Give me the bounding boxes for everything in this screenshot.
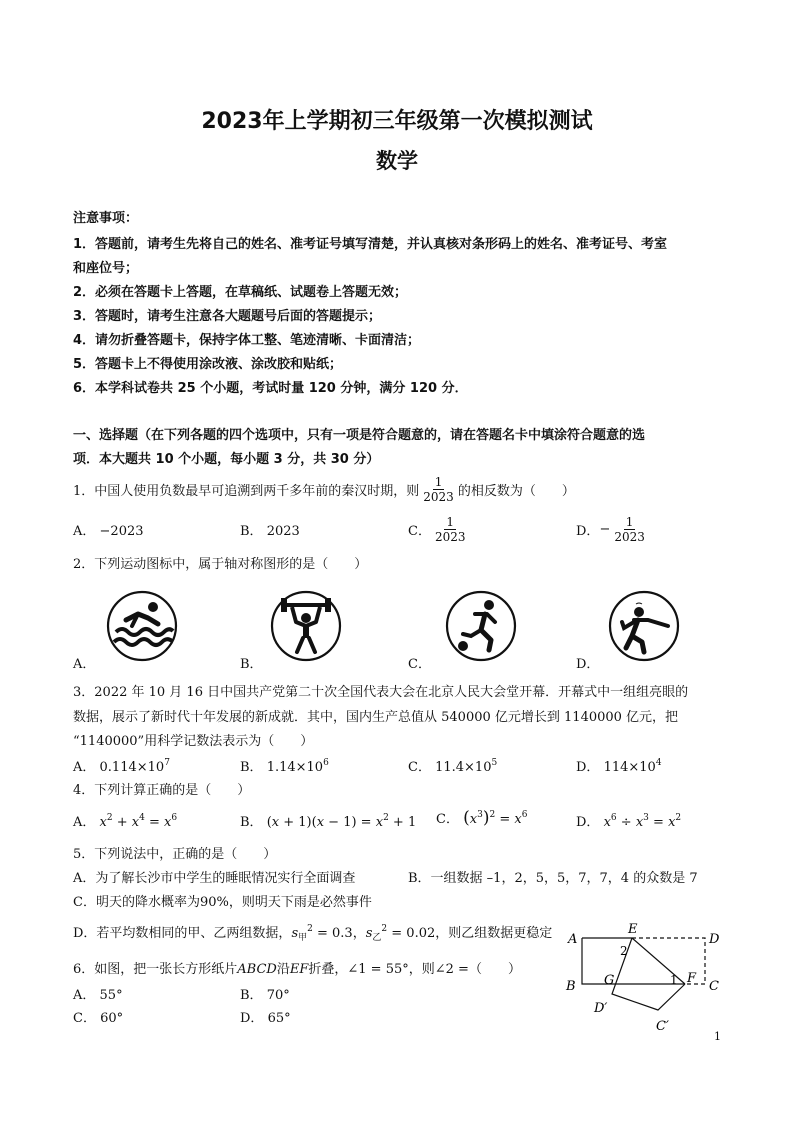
option-formula: $(x^3)^2 = x^6$ <box>463 808 528 828</box>
fencing-icon[interactable] <box>608 590 680 662</box>
q3-option-d[interactable] <box>576 756 662 775</box>
q1-option-b[interactable] <box>240 520 300 539</box>
label-d: D <box>709 932 720 947</box>
question-2-stem: 2．下列运动图标中，属于轴对称图形的是（ ） <box>73 557 368 572</box>
option-label: A． <box>73 760 96 775</box>
q6-rect: ABCD <box>237 962 277 977</box>
option-text: 1.14×10 <box>266 760 324 775</box>
option-text: 0.114×10 <box>99 760 165 775</box>
option-fraction <box>612 515 647 544</box>
label-a: A <box>568 932 578 947</box>
q6-option-a[interactable] <box>73 984 123 1003</box>
exam-title: 2023年上学期初三年级第一次模拟测试 <box>201 109 593 134</box>
q5-option-a[interactable]: A．为了解长沙市中学生的睡眠情况实行全面调查 <box>73 871 356 886</box>
option-text: 60° <box>100 1011 124 1026</box>
section-header-cont: 项．本大题共 10 个小题，每小题 3 分，共 30 分） <box>73 452 380 467</box>
q1-text-end: 的相反数为（ ） <box>457 483 575 499</box>
option-label: A． <box>73 988 96 1003</box>
label-angle-2: 2 <box>620 944 628 958</box>
exponent: 6 <box>323 758 329 768</box>
option-label: D． <box>240 1011 264 1026</box>
notice-item: 6．本学科试卷共 25 个小题，考试时量 120 分钟，满分 120 分． <box>73 381 468 396</box>
swimming-icon[interactable] <box>106 590 178 662</box>
q2-option-d-label[interactable]: D． <box>576 657 600 672</box>
weightlifting-icon[interactable] <box>270 590 342 662</box>
option-fraction <box>433 515 468 544</box>
option-label: C． <box>73 1011 96 1026</box>
label-f: F <box>687 971 697 986</box>
label-g: G <box>604 973 615 988</box>
q2-option-c-label[interactable]: C． <box>408 657 431 672</box>
q2-option-a-label[interactable]: A． <box>73 657 96 672</box>
fold-figure <box>560 918 730 1046</box>
option-text: 11.4×10 <box>435 760 492 775</box>
soccer-icon[interactable] <box>445 590 517 662</box>
option-label: A． <box>73 524 96 539</box>
option-formula: $x^2 + x^4 = x^6$ <box>99 813 178 830</box>
q4-option-c[interactable] <box>436 808 527 828</box>
question-6-stem <box>73 958 521 977</box>
q3-option-c[interactable] <box>408 756 497 775</box>
q6-angle: ∠1 = 55° <box>347 962 409 977</box>
option-text: 2023 <box>266 524 300 539</box>
q1-option-d[interactable] <box>576 511 649 547</box>
value: = 0.02 <box>391 926 436 941</box>
page-number: 1 <box>714 1030 721 1043</box>
option-text: D．若平均数相同的甲、乙两组数据， <box>73 926 292 941</box>
label-e: E <box>628 922 638 937</box>
q6-text: 沿 <box>276 962 290 977</box>
question-5-stem: 5．下列说法中，正确的是（ ） <box>73 847 277 862</box>
label-angle-1: 1 <box>670 973 678 987</box>
q6-text: 6．如图，把一张长方形纸片 <box>73 962 238 977</box>
label-d-prime: D′ <box>594 1001 608 1016</box>
q2-option-b-label[interactable]: B． <box>240 657 263 672</box>
subscript: 乙 <box>372 933 382 943</box>
notice-item: 4．请勿折叠答题卡，保持字体工整、笔迹清晰、卡面清洁； <box>73 333 421 348</box>
frac-den: 2023 <box>434 529 466 544</box>
q4-option-d[interactable] <box>576 811 681 830</box>
option-text: 70° <box>266 988 290 1003</box>
option-text: 114×10 <box>603 760 656 775</box>
option-formula: $x^6 \div x^3 = x^2$ <box>603 813 682 830</box>
value: = 0.3 <box>317 926 353 941</box>
notice-item: 2．必须在答题卡上答题，在草稿纸、试题卷上答题无效； <box>73 285 408 300</box>
subscript: 甲 <box>298 933 308 943</box>
question-4-stem: 4．下列计算正确的是（ ） <box>73 783 251 798</box>
question-1-stem <box>73 472 575 506</box>
option-label: B． <box>240 988 263 1003</box>
frac-den: 2023 <box>614 529 645 544</box>
exam-subject: 数学 <box>376 149 418 173</box>
option-text: ，则乙组数据更稳定 <box>435 926 553 941</box>
q4-option-b[interactable] <box>240 811 416 830</box>
frac-num: 1 <box>625 514 634 529</box>
exponent: 7 <box>164 758 170 768</box>
notice-item: 3．答题时，请考生注意各大题题号后面的答题提示； <box>73 309 382 324</box>
q6-option-b[interactable] <box>240 984 290 1003</box>
q6-option-d[interactable] <box>240 1007 291 1026</box>
option-label: B． <box>240 524 263 539</box>
option-label: C． <box>436 812 459 827</box>
option-label: C． <box>408 760 431 775</box>
exponent: 5 <box>491 758 498 768</box>
option-label: A． <box>73 815 96 830</box>
q5-option-c[interactable]: C．明天的降水概率为90%，则明天下雨是必然事件 <box>73 895 372 910</box>
section-header: 一、选择题（在下列各题的四个选项中，只有一项是符合题意的，请在答题名卡中填涂符合题意的选 <box>73 428 646 443</box>
label-b: B <box>566 979 576 994</box>
option-text: −2023 <box>99 524 144 539</box>
q6-text: 折叠， <box>308 962 348 977</box>
notice-heading: 注意事项： <box>73 211 139 226</box>
option-label: D． <box>576 523 600 539</box>
question-3-stem-cont: 数据，展示了新时代十年发展的新成就．其中，国内生产总值从 540000 亿元增长到 1140000 亿元，把 <box>73 710 679 725</box>
q5-option-d[interactable]: D．若平均数相同的甲、乙两组数据，$s_甲^2 = 0.3$，$s_乙^2 = 0.02$，则乙组数据更稳定 <box>73 924 553 943</box>
exponent: 4 <box>655 758 662 768</box>
question-3-stem: 3．2022 年 10 月 16 日中国共产党第二十次全国代表大会在北京人民大会堂开幕．开幕式中一组组亮眼的 <box>73 685 689 700</box>
q6-option-c[interactable] <box>73 1007 123 1026</box>
question-3-stem-cont: “1140000”用科学记数法表示为（ ） <box>73 734 314 749</box>
q6-fold: EF <box>289 962 309 977</box>
label-c-prime: C′ <box>656 1019 669 1034</box>
frac-num: 1 <box>446 514 455 529</box>
q5-option-b[interactable]: B．一组数据 –1，2，5，5，7，7，4 的众数是 7 <box>408 871 698 886</box>
option-formula: $(x + 1)(x - 1) = x^2 + 1$ <box>266 813 417 830</box>
q3-option-a[interactable] <box>73 756 170 775</box>
q4-option-a[interactable] <box>73 811 177 830</box>
option-text: 55° <box>99 988 123 1003</box>
q1-frac-den: 2023 <box>423 489 454 504</box>
option-label: B． <box>240 815 263 830</box>
q1-fraction <box>421 475 456 504</box>
notice-item: 1．答题前，请考生先将自己的姓名、准考证号填写清楚，并认真核对条形码上的姓名、准考证号、考室 <box>73 237 668 252</box>
q6-text: ，则∠2 =（ ） <box>408 962 521 977</box>
notice-item: 和座位号； <box>73 261 139 276</box>
q3-option-b[interactable] <box>240 756 329 775</box>
label-c: C <box>709 979 719 994</box>
option-label: C． <box>408 523 431 539</box>
minus-sign: − <box>599 521 611 537</box>
q1-option-a[interactable] <box>73 520 144 539</box>
q1-option-c[interactable] <box>408 511 470 547</box>
variance-a: $s_甲^2 = 0.3$ <box>291 924 353 943</box>
variance-b: $s_乙^2 = 0.02$ <box>365 924 436 943</box>
q1-text: 1．中国人使用负数最早可追溯到两千多年前的秦汉时期，则 <box>73 483 420 499</box>
q1-frac-num: 1 <box>434 474 443 489</box>
notice-item: 5．答题卡上不得使用涂改液、涂改胶和贴纸； <box>73 357 343 372</box>
option-label: B． <box>240 760 263 775</box>
option-label: D． <box>576 815 600 830</box>
option-label: D． <box>576 760 600 775</box>
option-text: 65° <box>267 1011 291 1026</box>
